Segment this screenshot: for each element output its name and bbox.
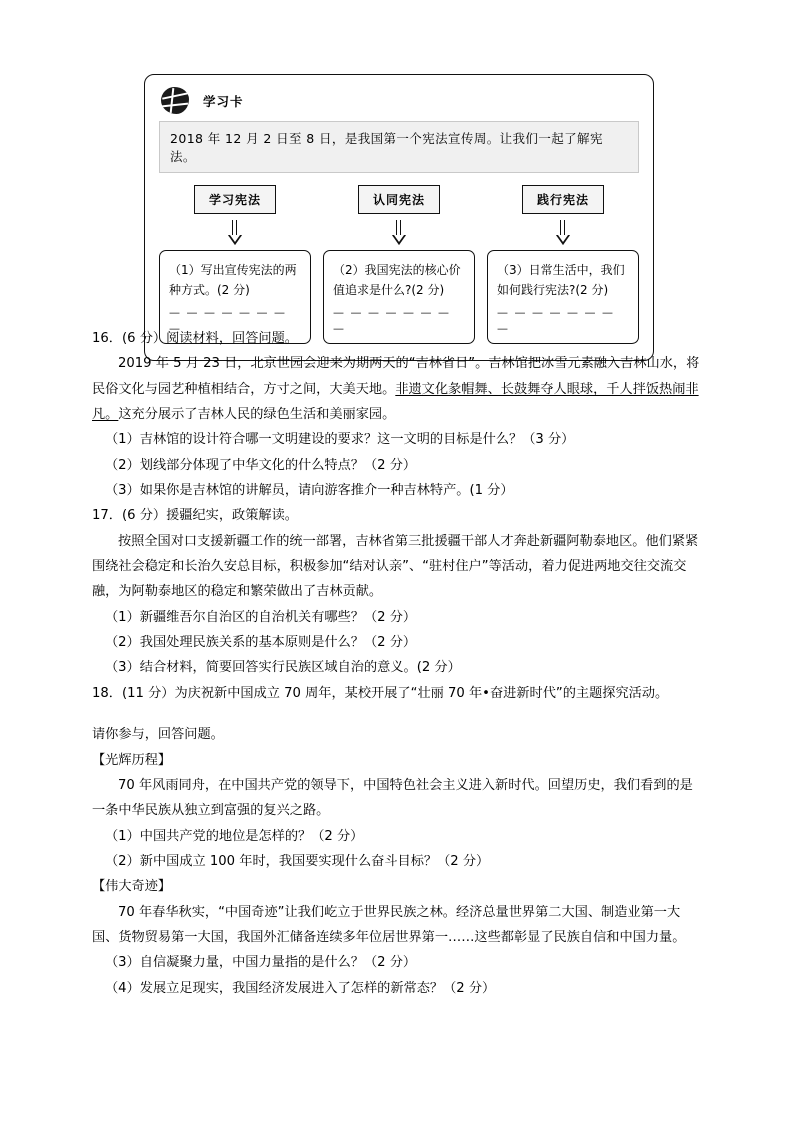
material-part-underlined: 非遗文化彖帽舞、长鼓舞夺人眼球，千人拌饭热闹非凡。 <box>92 381 699 423</box>
question-16-sub-1: （1）吉林馆的设计符合哪一文明建设的要求？这一文明的目标是什么？（3 分） <box>105 432 575 448</box>
question-17-stem: 17．(6 分）援疆纪实，政策解读。 <box>92 508 298 524</box>
card-question-text: （3）日常生活中，我们如何践行宪法?(2 分) <box>497 263 625 298</box>
study-card-banner: 2018 年 12 月 2 日至 8 日，是我国第一个宪法宣传周。让我们一起了解宪法。 <box>159 121 639 173</box>
study-card-figure <box>144 74 654 361</box>
question-17-material: 按照全国对口支援新疆工作的统一部署，吉林省第三批援疆干部人才奔赴新疆阿勒泰地区。他们紧紧围绕社会稳定和长治久安总目标，积极参加“结对认亲”、“驻村住户”等活动，着力促进两地交往交流交融，为阿勒泰地区的稳定和繁荣做出了吉林贡献。 <box>92 533 699 600</box>
question-17-sub-1: （1）新疆维吾尔自治区的自治机关有哪些？（2 分） <box>105 609 417 625</box>
question-18-stem: 18．(11 分）为庆祝新中国成立 70 周年，某校开展了“壮丽 70 年•奋进新时代”的主题探究活动。 <box>92 685 669 701</box>
question-16-sub-3: （3）如果你是吉林馆的讲解员，请向游客推介一种吉林特产。(1 分） <box>105 483 514 499</box>
question-18-sub-3: （3）自信凝聚力量，中国力量指的是什么？（2 分） <box>105 955 417 971</box>
down-arrow-icon <box>556 220 570 246</box>
question-17-sub-3: （3）结合材料，简要回答实行民族区域自治的意义。(2 分） <box>105 660 461 676</box>
material-part: 这充分展示了吉林人民的绿色生活和美丽家园。 <box>118 407 396 423</box>
study-card-column <box>159 185 311 344</box>
card-answer-lines: — — — — — — — — <box>333 305 451 335</box>
question-16-sub-2: （2）划线部分体现了中华文化的什么特点？（2 分） <box>105 457 417 473</box>
section-material-glorious-history: 70 年风雨同舟，在中国共产党的领导下，中国特色社会主义进入新时代。回望历史，我们看到的是一条中华民族从独立到富强的复兴之路。 <box>92 777 693 819</box>
down-arrow-icon <box>228 220 242 246</box>
section-heading-great-miracle: 【伟大奇迹】 <box>92 879 172 895</box>
study-card-logo-icon <box>159 85 193 117</box>
card-pill-label: 认同宪法 <box>358 185 440 214</box>
card-question-text: （2）我国宪法的核心价值追求是什么?(2 分) <box>333 263 461 298</box>
spacer <box>92 706 704 722</box>
question-18-sub-2: （2）新中国成立 100 年时，我国要实现什么奋斗目标？（2 分） <box>105 853 490 869</box>
card-answer-lines: — — — — — — — — <box>169 305 287 335</box>
material-part: 2019 年 5 月 23 日，北京世园会迎来为期两天的“吉林省日”。吉林馆把冰雪元素融入吉林山水，将民俗文化与园艺种植相结合，方寸之间，大美天地。 <box>92 356 700 397</box>
study-card-column <box>487 185 639 344</box>
exam-body <box>92 326 704 1001</box>
question-18-sub-4: （4）发展立足现实，我国经济发展进入了怎样的新常态？（2 分） <box>105 980 496 996</box>
question-16-material <box>92 351 704 427</box>
section-heading-glorious-history: 【光辉历程】 <box>92 752 172 768</box>
question-18-sub-1: （1）中国共产党的地位是怎样的？（2 分） <box>105 828 364 844</box>
study-card-title: 学习卡 <box>203 94 244 109</box>
question-17-sub-2: （2）我国处理民族关系的基本原则是什么？（2 分） <box>105 635 417 651</box>
card-question-text: （1）写出宣传宪法的两种方式。(2 分) <box>169 263 297 298</box>
card-pill-label: 学习宪法 <box>194 185 276 214</box>
study-card-columns <box>159 185 639 344</box>
study-card-column <box>323 185 475 344</box>
card-answer-lines: — — — — — — — — <box>497 305 615 335</box>
question-16-stem: 16．(6 分）阅读材料，回答问题。 <box>92 331 298 346</box>
down-arrow-icon <box>392 220 406 246</box>
study-card-header <box>159 85 639 117</box>
card-pill-label: 践行宪法 <box>522 185 604 214</box>
question-18-invite: 请你参与，回答问题。 <box>92 727 224 743</box>
section-material-great-miracle: 70 年春华秋实，“中国奇迹”让我们屹立于世界民族之林。经济总量世界第二大国、制造业第一大国、货物贸易第一大国，我国外汇储备连续多年位居世界第一……这些都彰显了民族自信和中国力量。 <box>92 904 686 945</box>
